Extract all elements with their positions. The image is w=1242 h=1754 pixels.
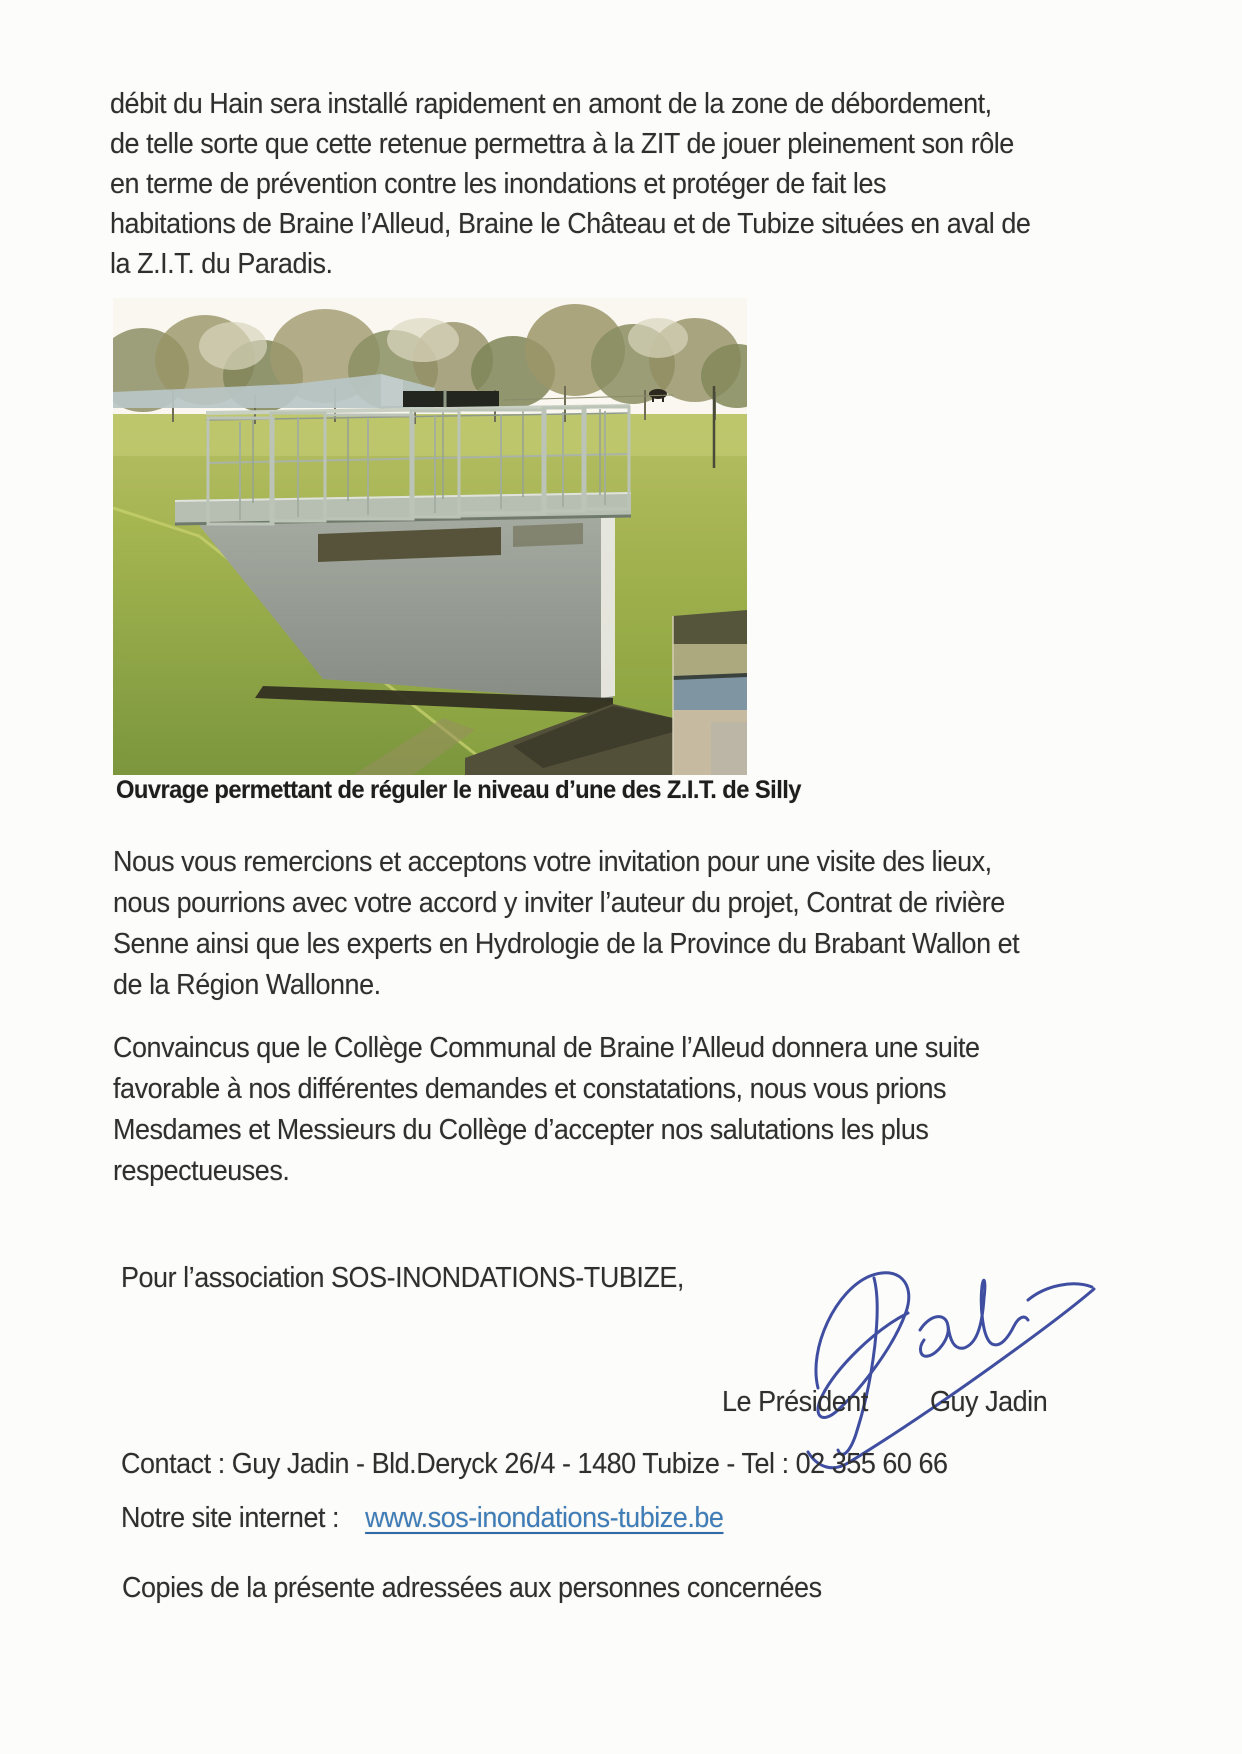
signer-title: Le Président — [722, 1386, 868, 1418]
paragraph-line: la Z.I.T. du Paradis. — [110, 248, 333, 280]
photo-dark-tarp — [403, 391, 499, 407]
website-line — [121, 1498, 723, 1538]
contact-line: Contact : Guy Jadin - Bld.Deryck 26/4 - 1480 Tubize - Tel : 02 355 60 66 — [121, 1448, 948, 1480]
website-label: Notre site internet : — [121, 1502, 340, 1534]
photo-caption: Ouvrage permettant de réguler le niveau d’une des Z.I.T. de Silly — [116, 776, 801, 804]
paragraph-line: Convaincus que le Collège Communal de Braine l’Alleud donnera une suite — [113, 1032, 980, 1064]
paragraph-line: Senne ainsi que les experts en Hydrologie de la Province du Brabant Wallon et — [113, 928, 1020, 960]
copies-line: Copies de la présente adressées aux personnes concernées — [122, 1572, 822, 1604]
paragraph-line: habitations de Braine l’Alleud, Braine le Château et de Tubize situées en aval de — [110, 208, 1031, 240]
photo-regulation-structure — [113, 298, 747, 775]
paragraph-invitation — [113, 842, 1019, 1006]
website-link[interactable]: www.sos-inondations-tubize.be — [365, 1502, 724, 1534]
photo-wall-edge-highlight — [601, 516, 615, 698]
signature-ink — [808, 1273, 1094, 1468]
paragraph-line: en terme de prévention contre les inondations et protéger de fait les — [110, 168, 887, 200]
paragraph-line: de telle sorte que cette retenue permettra à la ZIT de jouer pleinement son rôle — [110, 128, 1014, 160]
paragraph-line: débit du Hain sera installé rapidement en amont de la zone de débordement, — [110, 88, 992, 120]
photo-overlay-exposure — [673, 610, 747, 775]
paragraph-line: nous pourrions avec votre accord y inviter l’auteur du projet, Contrat de rivière — [113, 887, 1005, 919]
photo-animal — [649, 389, 667, 399]
paragraph-intro — [110, 84, 1030, 284]
paragraph-line: respectueuses. — [113, 1155, 290, 1187]
association-line: Pour l’association SOS-INONDATIONS-TUBIZE, — [121, 1262, 684, 1294]
paragraph-line: Mesdames et Messieurs du Collège d’accepter nos salutations les plus — [113, 1114, 929, 1146]
signature-guy-jadin — [778, 1238, 1108, 1478]
paragraph-line: favorable à nos différentes demandes et constatations, nous vous prions — [113, 1073, 947, 1105]
paragraph-line: Nous vous remercions et acceptons votre invitation pour une visite des lieux, — [113, 846, 992, 878]
paragraph-salutation — [113, 1028, 980, 1192]
paragraph-line: de la Région Wallonne. — [113, 969, 381, 1001]
signer-name: Guy Jadin — [930, 1386, 1048, 1418]
